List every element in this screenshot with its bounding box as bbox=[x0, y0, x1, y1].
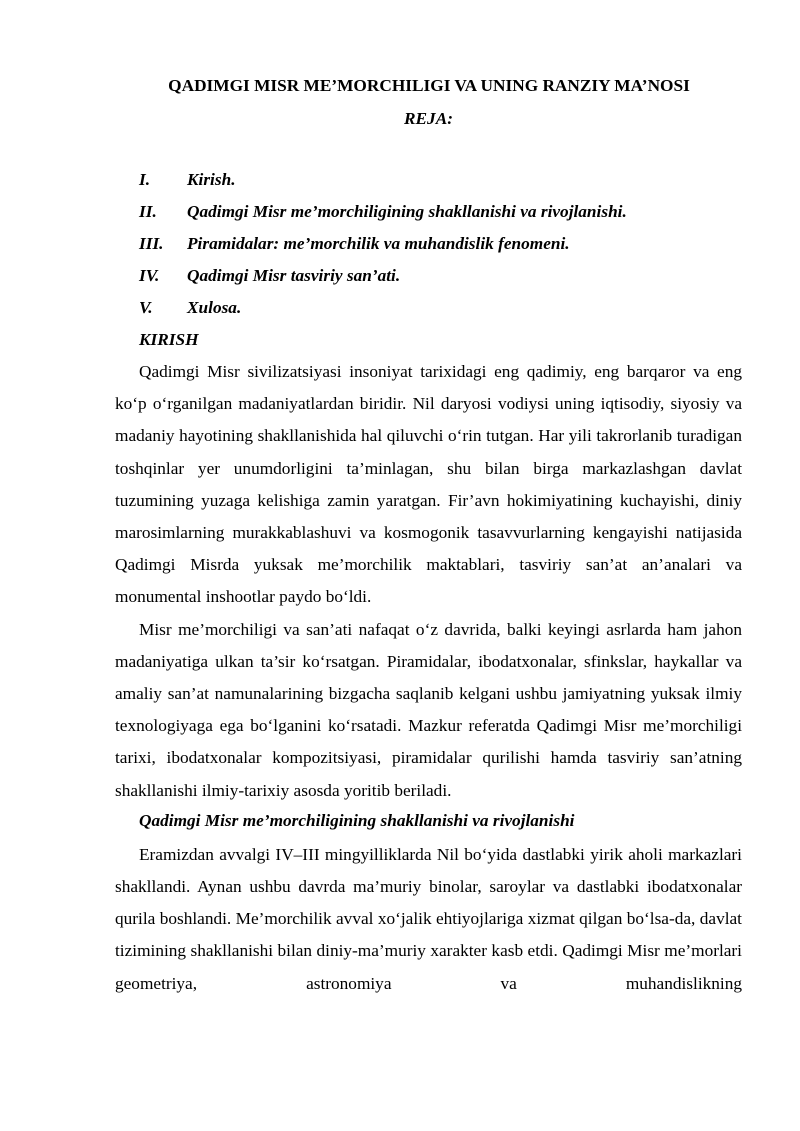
intro-heading: KIRISH bbox=[139, 330, 199, 349]
plan-list bbox=[115, 168, 742, 328]
plan-item-number: III. bbox=[139, 234, 164, 253]
section2-paragraph: Eramizdan avvalgi IV–III mingyilliklarda Nil bo‘yida dastlabki yirik aholi markazlari shakllandi. Aynan ushbu davrda ma’muriy binolar, saroylar va dastlabki ibodatxonalar qurila boshlandi. Me’morchilik avval xo‘jalik ehtiyojlariga xizmat qilgan bo‘lsa-da, davlat tizimining shakllanishi bilan diniy-ma’muriy xarakter kasb etdi. Qadimgi Misr me’morlari geometriya, astronomiya va muhandislikning bbox=[115, 844, 742, 993]
intro-paragraph-2: Misr me’morchiligi va san’ati nafaqat o‘z davrida, balki keyingi asrlarda ham jahon madaniyatiga ulkan ta’sir ko‘rsatgan. Piramidalar, ibodatxonalar, sfinkslar, haykallar va amaliy san’at namunalarining bizgacha saqlanib kelgani ushbu jamiyatning yuksak ilmiy texnologiyaga ega bo‘lganini ko‘rsatadi. Mazkur referatda Qadimgi Misr me’morchiligi tarixi, ibodatxonalar kompozitsiyasi, piramidalar qurilishi hamda tasviriy san’atning shakllanishi ilmiy-tarixiy asosda yoritib beriladi. bbox=[115, 619, 742, 800]
plan-item bbox=[115, 200, 742, 232]
plan-item-number: I. bbox=[139, 170, 151, 189]
plan-item-text: Kirish. bbox=[187, 170, 236, 189]
plan-item-number: IV. bbox=[139, 266, 160, 285]
plan-item-text: Qadimgi Misr me’morchiligining shakllanishi va rivojlanishi. bbox=[187, 202, 627, 221]
document-title: QADIMGI MISR ME’MORCHILIGI VA UNING RANZIY MA’NOSI bbox=[168, 76, 690, 95]
intro-paragraph-1: Qadimgi Misr sivilizatsiyasi insoniyat tarixidagi eng qadimiy, eng barqaror va eng ko‘p o‘rganilgan madaniyatlardan biridir. Nil daryosi vodiysi uning iqtisodiy, siyosiy va madaniy hayotining shakllanishida hal qiluvchi o‘rin tutgan. Har yili takrorlanib turadigan toshqinlar yer unumdorligini ta’minlagan, shu bilan birga markazlashgan davlat tuzumining yuzaga kelishiga zamin yaratgan. Fir’avn hokimiyatining kuchayishi, diniy marosimlarning murakkablashuvi va kosmogonik tasavvurlarning kengayishi natijasida Qadimgi Misrda yuksak me’morchilik maktablari, tasviriy san’at an’analari va monumental inshootlar paydo bo‘ldi. bbox=[115, 362, 742, 607]
plan-item bbox=[115, 232, 742, 264]
plan-item-text: Qadimgi Misr tasviriy san’ati. bbox=[187, 266, 401, 285]
plan-item bbox=[115, 296, 742, 328]
section2-heading: Qadimgi Misr me’morchiligining shakllanishi va rivojlanishi bbox=[139, 810, 575, 830]
plan-heading: REJA: bbox=[404, 109, 453, 128]
plan-item-text: Piramidalar: me’morchilik va muhandislik fenomeni. bbox=[187, 234, 570, 253]
plan-item-text: Xulosa. bbox=[187, 298, 242, 317]
plan-item bbox=[115, 264, 742, 296]
plan-item-number: II. bbox=[139, 202, 157, 221]
plan-item-number: V. bbox=[139, 298, 153, 317]
plan-item bbox=[115, 168, 742, 200]
document-page bbox=[115, 74, 742, 1000]
